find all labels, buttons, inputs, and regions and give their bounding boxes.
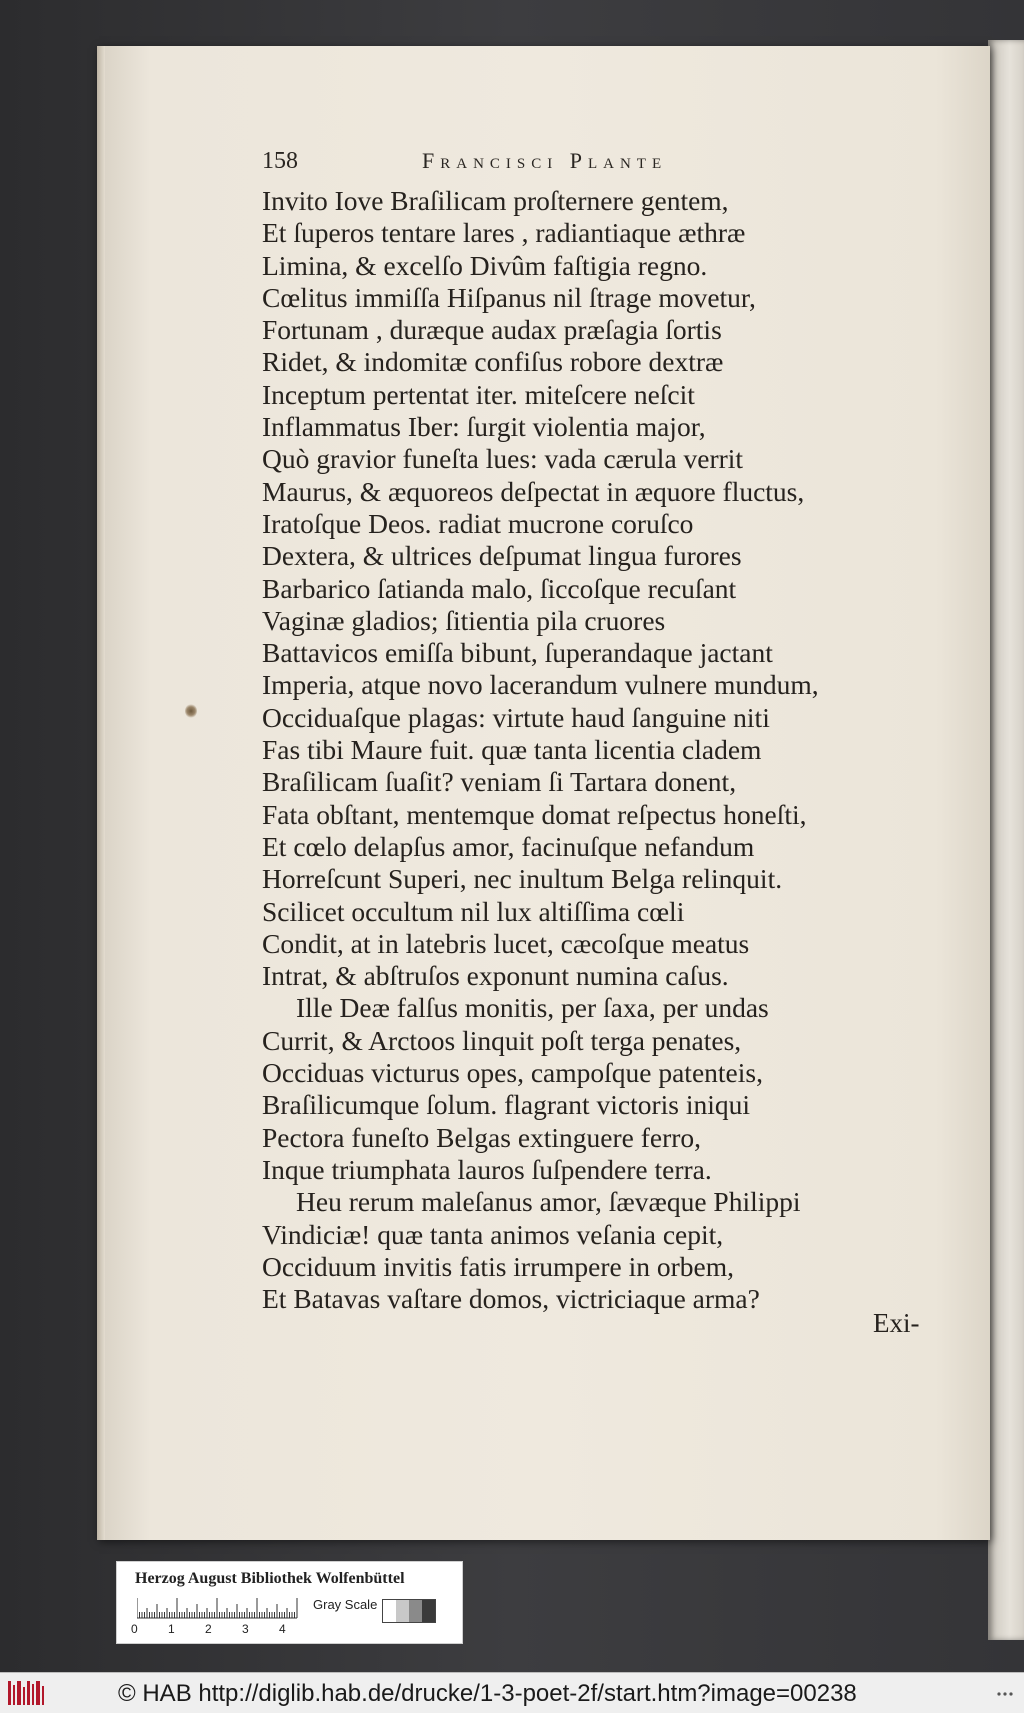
verse-line: Fas tibi Maure fuit. quæ tanta licentia cladem <box>262 734 762 766</box>
page-number: 158 <box>262 148 298 174</box>
verse-line: Ille Deæ falſus monitis, per ſaxa, per undas <box>296 992 769 1024</box>
ruler-labels <box>131 1622 431 1638</box>
running-head-title: Francisci Plante <box>422 148 668 173</box>
gray-swatch-cell <box>409 1600 422 1622</box>
ruler-label: 2 <box>205 1622 212 1636</box>
verse-line: Iratoſque Deos. radiat mucrone coruſco <box>262 507 694 539</box>
verse-line: Braſilicam ſuaſit? veniam ſi Tartara donent, <box>262 766 737 798</box>
gray-swatch-cell <box>396 1600 409 1622</box>
catchword: Exi- <box>873 1308 920 1338</box>
ruler-label: 1 <box>168 1622 175 1636</box>
verse-line: Condit, at in latebris lucet, cæcoſque meatus <box>262 927 750 959</box>
ellipsis-icon[interactable] <box>996 1691 1014 1697</box>
page-gutter-edge <box>97 46 105 1540</box>
verse-line: Et ſuperos tentare lares , radiantiaque æthræ <box>262 217 746 249</box>
verse-line: Vindiciæ! quæ tanta animos veſania cepit, <box>262 1218 724 1250</box>
gray-scale-label: Gray Scale <box>313 1597 378 1612</box>
verse-line: Vaginæ gladios; ſitientia pila cruores <box>262 604 666 636</box>
ruler-label: 4 <box>279 1622 286 1636</box>
status-bar <box>0 1672 1024 1713</box>
running-head <box>262 148 762 178</box>
verse-line: Et cœlo delapſus amor, facinuſque nefandum <box>262 830 755 862</box>
verse-line: Inceptum pertentat iter. miteſcere neſcit <box>262 378 695 410</box>
verse-line: Barbarico ſatianda malo, ſiccoſque recuſant <box>262 572 737 604</box>
foxing-spot <box>185 704 197 718</box>
verse-line: Quò gravior funeſta lues: vada cærula verrit <box>262 443 744 475</box>
ruler-label: 3 <box>242 1622 249 1636</box>
verse-line: Currit, & Arctoos linquit poſt terga penates, <box>262 1024 742 1056</box>
scale-card-title: Herzog August Bibliothek Wolfenbüttel <box>135 1570 405 1587</box>
verse-line: Et Batavas vaſtare domos, victriciaque arma? <box>262 1283 760 1315</box>
verse-line: Heu rerum maleſanus amor, ſævæque Philippi <box>296 1186 801 1218</box>
verse-line: Occiduas victurus opes, campoſque patenteis, <box>262 1057 763 1089</box>
verse-line: Dextera, & ultrices deſpumat lingua furores <box>262 540 742 572</box>
verse-line: Occiduaſque plagas: virtute haud ſanguine niti <box>262 701 770 733</box>
ruler-label: 0 <box>131 1622 138 1636</box>
verse-line: Cœlitus immiſſa Hiſpanus nil ſtrage movetur, <box>262 281 756 313</box>
verse-line: Inque triumphata lauros ſuſpendere terra. <box>262 1153 712 1185</box>
verse-line: Maurus, & æquoreos deſpectat in æquore fluctus, <box>262 475 805 507</box>
verse-line: Fortunam , duræque audax præſagia ſortis <box>262 314 722 346</box>
verse-line: Inflammatus Iber: ſurgit violentia major, <box>262 411 706 443</box>
verse-text-block <box>262 185 902 1315</box>
verse-line: Horreſcunt Superi, nec inultum Belga relinquit. <box>262 863 783 895</box>
citation-url-text: © HAB http://diglib.hab.de/drucke/1-3-poet-2f/start.htm?image=00238 <box>118 1680 857 1707</box>
color-scale-card <box>116 1561 463 1644</box>
verse-line: Intrat, & abſtruſos exponunt numina caſus. <box>262 960 729 992</box>
verse-line: Ridet, & indomitæ confiſus robore dextræ <box>262 346 724 378</box>
verse-line: Fata obſtant, mentemque domat reſpectus honeſti, <box>262 798 807 830</box>
gray-swatch-cell <box>383 1600 396 1622</box>
verse-line: Braſilicumque ſolum. flagrant victoris iniqui <box>262 1089 751 1121</box>
verse-line: Battavicos emiſſa bibunt, ſuperandaque jactant <box>262 637 773 669</box>
verse-line: Invito Iove Braſilicam proſternere gentem, <box>262 185 729 216</box>
verse-line: Pectora funeſto Belgas extinguere ferro, <box>262 1121 702 1153</box>
gray-swatch-cell <box>422 1600 435 1622</box>
verse-line: Imperia, atque novo lacerandum vulnere mundum, <box>262 669 819 701</box>
facing-page-edge <box>988 40 1024 1640</box>
ruler-icon <box>137 1597 422 1619</box>
verse-line: Scilicet occultum nil lux altiſſima cœli <box>262 895 685 927</box>
verse-line: Occiduum invitis fatis irrumpere in orbem, <box>262 1250 734 1282</box>
verse-line: Limina, & excelſo Divûm faſtigia regno. <box>262 249 708 281</box>
hab-barcode-logo-icon <box>6 1679 48 1707</box>
gray-scale-swatch <box>382 1599 436 1623</box>
